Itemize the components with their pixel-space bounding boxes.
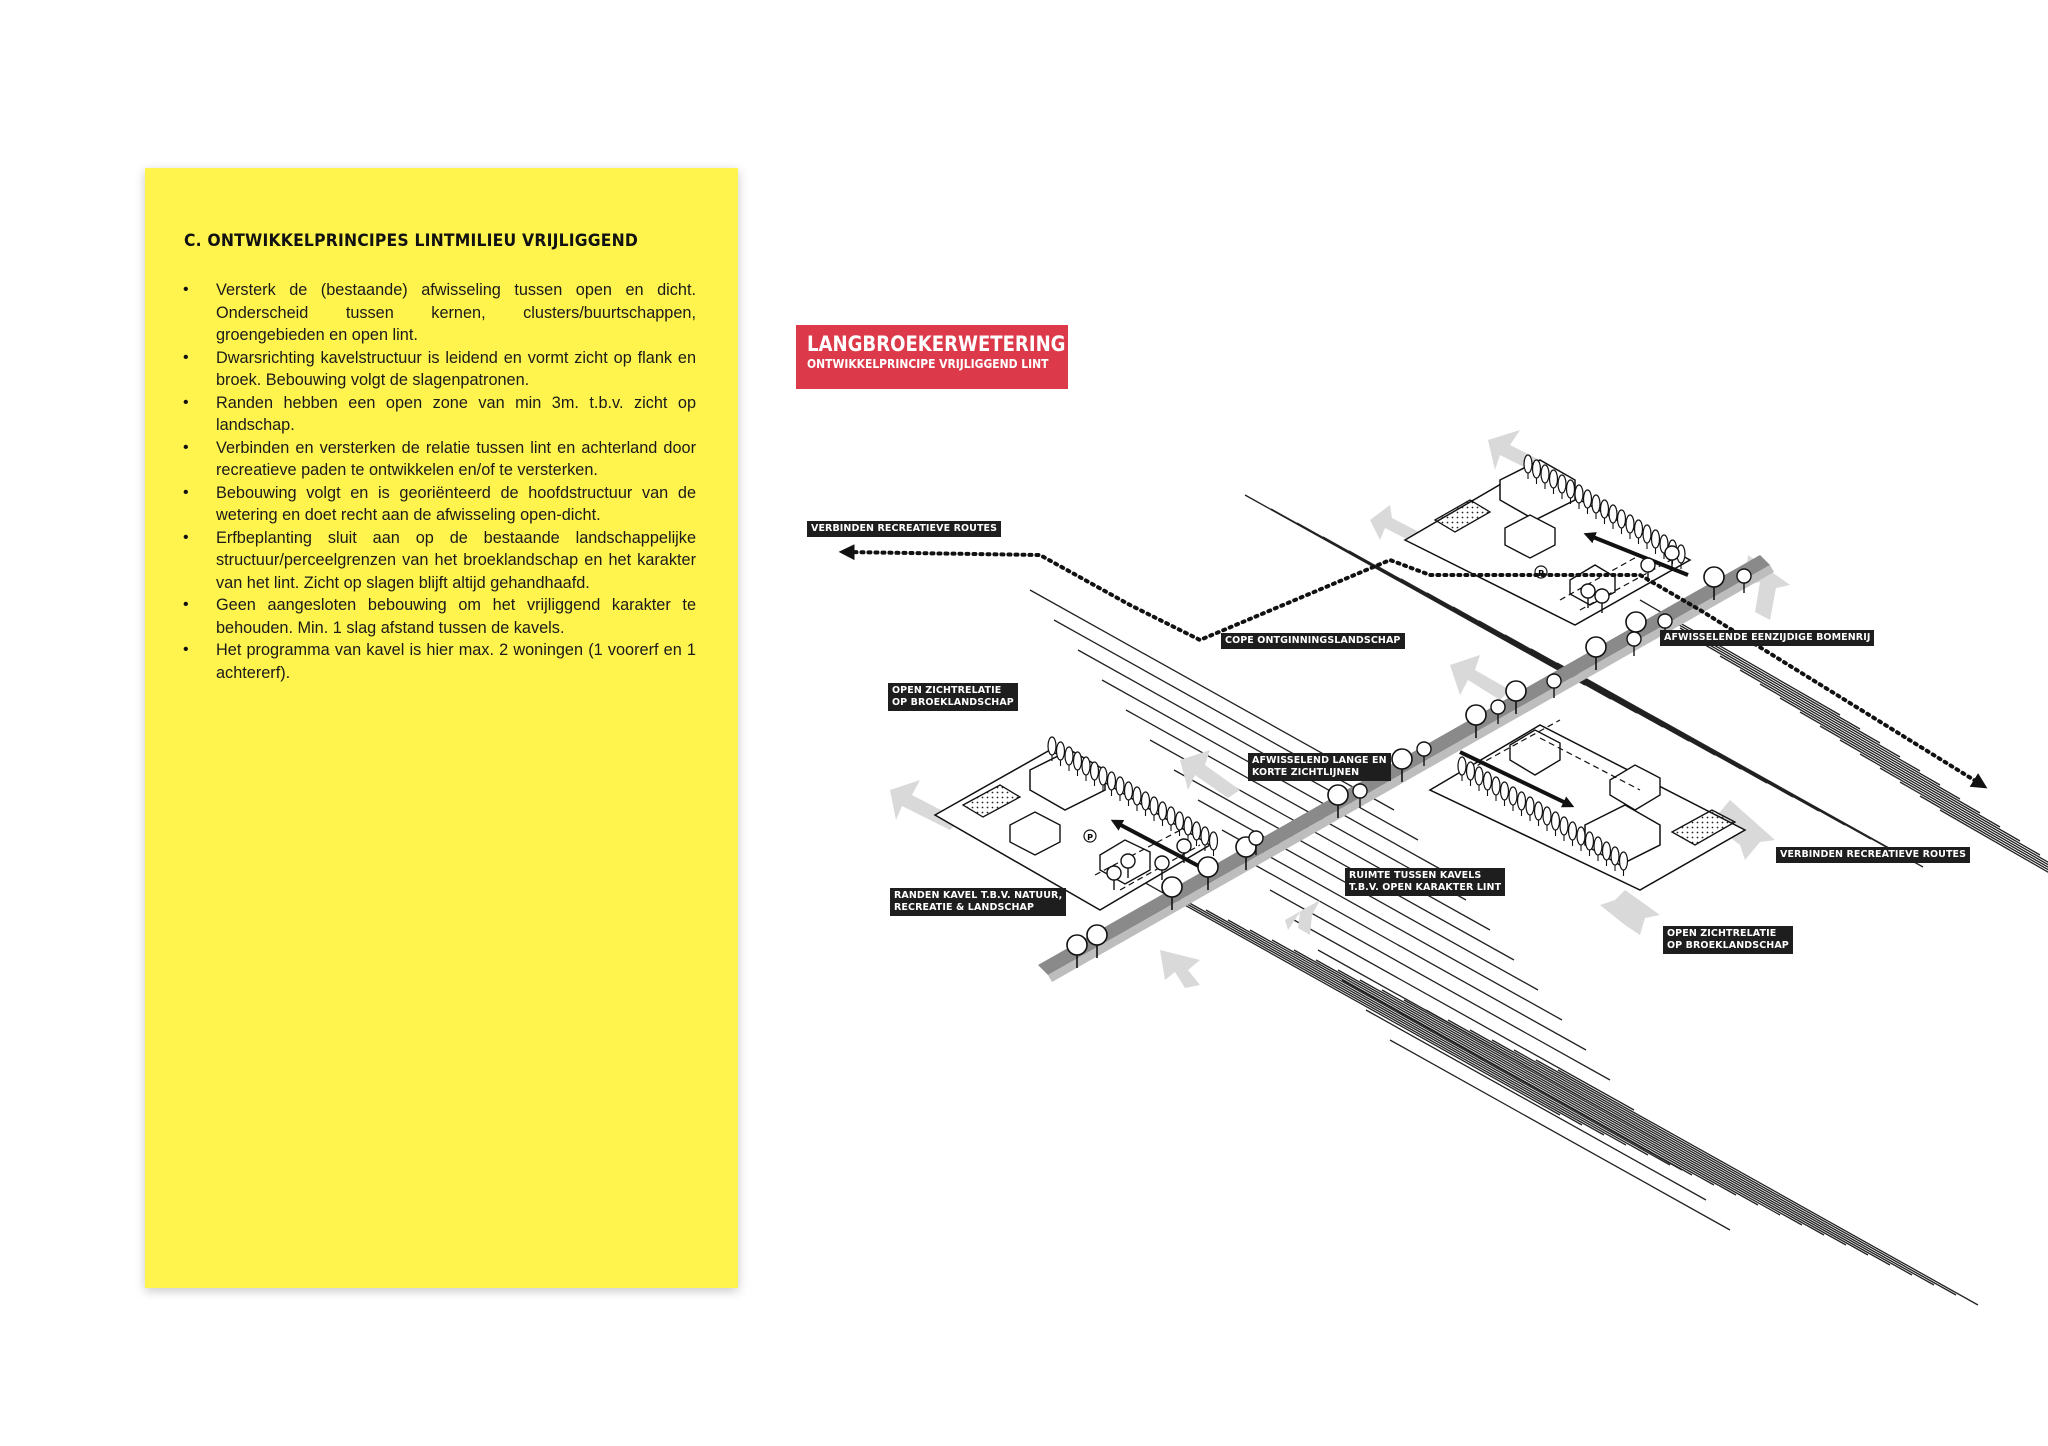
label-open-zicht-right (1663, 926, 1793, 954)
field-line (1338, 970, 1758, 1205)
label-open-zicht-left (888, 683, 1018, 711)
grey-arrow (1450, 655, 1510, 700)
field-line (1558, 1070, 1978, 1305)
field-line (1184, 900, 1604, 1135)
principle-text: Erfbeplanting sluit aan op de bestaande landschappelijke structuur/perceelgrenzen van het broeklandschap en het karakter van het lint. Zicht op slagen blijft altijd gehandhaafd. (216, 528, 696, 592)
bullet-icon: • (183, 348, 189, 366)
principle-text: Bebouwing volgt en is georiënteerd de hoofdstructuur van de wetering en doet recht aan de afwisseling open-dicht. (216, 483, 696, 524)
label-ruimte (1345, 868, 1505, 896)
bullet-icon: • (183, 393, 189, 411)
grey-arrow (1160, 950, 1200, 988)
field-line (1206, 910, 1626, 1145)
parking-icon: P (1087, 833, 1093, 842)
grey-arrow (1600, 890, 1660, 935)
label-line: RUIMTE TUSSEN KAVELS (1349, 870, 1482, 881)
field-line (1700, 642, 1900, 757)
label-routes-top: VERBINDEN RECREATIEVE ROUTES (807, 521, 1001, 537)
field-line (1492, 1040, 1912, 1275)
bullet-icon: • (183, 641, 189, 658)
bullet-icon: • (183, 596, 189, 613)
field-line (1448, 1020, 1868, 1255)
label-line: OPEN ZICHTRELATIE (892, 685, 1002, 696)
panel-title: C. ONTWIKKELPRINCIPES LINTMILIEU VRIJLIGGEND (184, 231, 639, 251)
field-line (1514, 1050, 1934, 1285)
field-line (1720, 656, 1920, 771)
field-line (1940, 810, 2048, 925)
field-line (1250, 930, 1670, 1165)
field-line (1800, 712, 2000, 827)
label-randen (890, 888, 1066, 916)
label-line: T.B.V. OPEN KARAKTER LINT (1349, 882, 1502, 893)
badge-title: LANGBROEKERWETERING (807, 332, 1066, 356)
label-line: OP BROEKLANDSCHAP (1667, 940, 1789, 951)
bullet-icon: • (183, 528, 189, 546)
parking-icon: P (1538, 569, 1544, 578)
principle-text: Dwarsrichting kavelstructuur is leidend en vormt zicht op flank en broek. Bebouwing volgt de slagenpatronen. (216, 348, 696, 389)
field-line (1360, 980, 1780, 1215)
bullet-icon: • (183, 438, 189, 456)
field-line (1316, 960, 1736, 1195)
label-cope: COPE ONTGINNINGSLANDSCHAP (1221, 633, 1405, 649)
label-line: KORTE ZICHTLIJNEN (1252, 767, 1360, 778)
bullet-icon: • (183, 483, 189, 501)
field-line (1760, 684, 1960, 799)
field-line (1294, 950, 1714, 1185)
badge-subtitle: ONTWIKKELPRINCIPE VRIJLIGGEND LINT (807, 356, 1049, 371)
principle-text: Versterk de (bestaande) afwisseling tussen open en dicht. Onderscheid tussen kernen, clusters/buurtschappen, groengebieden en open lint. (216, 281, 696, 344)
grey-arrow (1285, 900, 1320, 935)
bullet-icon: • (183, 281, 189, 298)
label-line: AFWISSELEND LANGE EN (1252, 755, 1387, 766)
principle-text: Geen aangesloten bebouwing om het vrijliggend karakter te behouden. Min. 1 slag afstand tussen de kavels. (216, 596, 696, 637)
tree-icon (1210, 832, 1218, 856)
title-badge (796, 325, 1068, 389)
label-line: RECREATIE & LANDSCHAP (894, 902, 1035, 913)
field-line (1426, 1010, 1846, 1245)
principle-text: Het programma van kavel is hier max. 2 woningen (1 voorerf en 1 achtererf). (216, 641, 696, 682)
field-line (1780, 698, 1980, 813)
field-line (1820, 726, 2020, 841)
field-line (1382, 990, 1802, 1225)
principle-text: Randen hebben een open zone van min 3m. t.b.v. zicht op landschap. (216, 393, 696, 434)
field-line (1536, 1060, 1956, 1295)
label-routes-right: VERBINDEN RECREATIEVE ROUTES (1776, 847, 1970, 863)
principle-text: Verbinden en versterken de relatie tussen lint en achterland door recreatieve paden te ontwikkelen en/of te versterken. (216, 438, 696, 479)
label-bomenrij: AFWISSELENDE EENZIJDIGE BOMENRIJ (1660, 630, 1874, 646)
field-line (1140, 880, 1560, 1115)
label-zichtlijnen (1248, 753, 1391, 781)
field-line (1162, 890, 1582, 1125)
field-line (1228, 920, 1648, 1155)
label-line: OPEN ZICHTRELATIE (1667, 928, 1777, 939)
field-line (1470, 1030, 1890, 1265)
label-line: RANDEN KAVEL T.B.V. NATUUR, (894, 890, 1063, 901)
field-line (1404, 1000, 1824, 1235)
label-line: OP BROEKLANDSCHAP (892, 697, 1014, 708)
field-line (1740, 670, 1940, 785)
field-line (1900, 782, 2048, 897)
